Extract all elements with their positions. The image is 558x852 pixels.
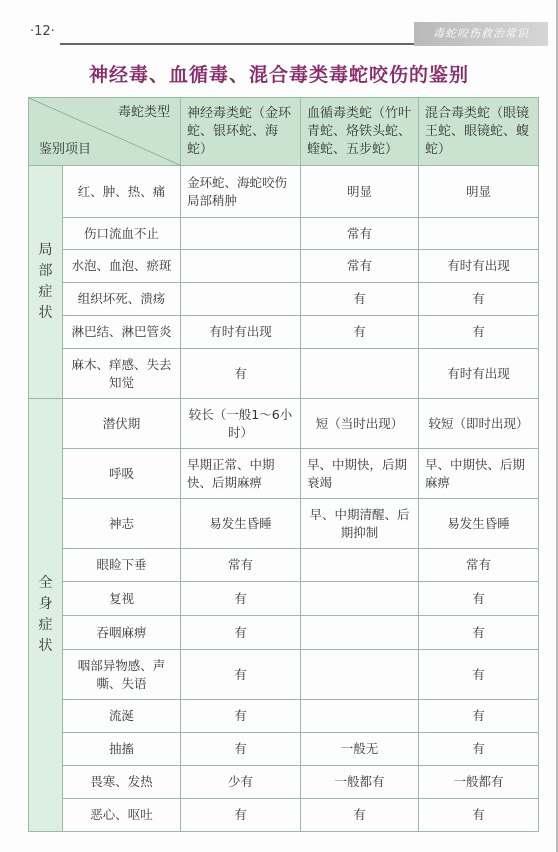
cell-blood: 早、中期清醒、后期抑制 [301, 499, 419, 549]
row-item: 吞咽麻痹 [63, 616, 181, 650]
cell-neuro: 有 [181, 616, 301, 650]
table-row [29, 733, 539, 766]
cell-blood [301, 616, 419, 650]
row-item: 潜伏期 [63, 399, 181, 449]
running-header: 毒蛇咬伤救治常识 [414, 22, 548, 46]
table-row [29, 166, 539, 218]
group-label-local: 局部症状 [29, 166, 63, 399]
cell-mixed: 一般都有 [419, 766, 539, 799]
column-header-blood: 血循毒类蛇（竹叶青蛇、烙铁头蛇、蝰蛇、五步蛇） [301, 98, 419, 166]
cell-neuro: 较长（一般1～6小时） [181, 399, 301, 449]
cell-blood: 有 [301, 283, 419, 316]
cell-mixed: 较短（即时出现） [419, 399, 539, 449]
table-row [29, 218, 539, 250]
cell-neuro: 少有 [181, 766, 301, 799]
cell-neuro: 有 [181, 700, 301, 733]
column-header-mixed: 混合毒类蛇（眼镜王蛇、眼镜蛇、蝮蛇） [419, 98, 539, 166]
table-row [29, 449, 539, 499]
table-row [29, 700, 539, 733]
row-item: 水泡、血泡、瘀斑 [63, 250, 181, 283]
cell-blood [301, 582, 419, 616]
row-item: 神志 [63, 499, 181, 549]
row-item: 咽部异物感、声嘶、失语 [63, 650, 181, 700]
cell-mixed: 有 [419, 616, 539, 650]
group-label-systemic: 全身症状 [29, 399, 63, 832]
corner-header-cell [29, 98, 181, 166]
table-row [29, 316, 539, 349]
cell-neuro: 有 [181, 733, 301, 766]
cell-neuro: 有时有出现 [181, 316, 301, 349]
row-item: 畏寒、发热 [63, 766, 181, 799]
cell-neuro [181, 218, 301, 250]
cell-mixed: 易发生昏睡 [419, 499, 539, 549]
row-item: 呼吸 [63, 449, 181, 499]
row-item: 眼睑下垂 [63, 549, 181, 582]
table-row [29, 549, 539, 582]
cell-mixed: 早、中期快、后期麻痹 [419, 449, 539, 499]
cell-mixed: 有 [419, 733, 539, 766]
table-row [29, 616, 539, 650]
corner-top-label: 毒蛇类型 [117, 105, 170, 120]
cell-mixed: 明显 [419, 166, 539, 218]
row-item: 麻木、痒感、失去知觉 [63, 349, 181, 399]
row-item: 淋巴结、淋巴管炎 [63, 316, 181, 349]
table-row [29, 582, 539, 616]
cell-blood [301, 549, 419, 582]
cell-neuro [181, 283, 301, 316]
cell-mixed: 有 [419, 650, 539, 700]
table-row [29, 349, 539, 399]
table-row [29, 399, 539, 449]
cell-neuro: 易发生昏睡 [181, 499, 301, 549]
cell-blood [301, 650, 419, 700]
cell-mixed: 有 [419, 316, 539, 349]
cell-blood: 早、中期快，后期衰竭 [301, 449, 419, 499]
cell-neuro: 早期正常、中期快、后期麻痹 [181, 449, 301, 499]
cell-mixed: 有时有出现 [419, 349, 539, 399]
cell-neuro: 常有 [181, 549, 301, 582]
column-header-neuro: 神经毒类蛇（金环蛇、银环蛇、海蛇） [181, 98, 301, 166]
cell-neuro: 金环蛇、海蛇咬伤局部稍肿 [181, 166, 301, 218]
row-item: 流涎 [63, 700, 181, 733]
table-row [29, 283, 539, 316]
table-row [29, 799, 539, 832]
cell-blood: 有 [301, 316, 419, 349]
header-row [29, 98, 539, 166]
cell-mixed: 常有 [419, 549, 539, 582]
cell-blood: 有 [301, 799, 419, 832]
cell-blood: 常有 [301, 250, 419, 283]
cell-blood: 常有 [301, 218, 419, 250]
row-item: 组织坏死、溃疡 [63, 283, 181, 316]
cell-mixed: 有时有出现 [419, 250, 539, 283]
row-item: 抽搐 [63, 733, 181, 766]
cell-neuro: 有 [181, 349, 301, 399]
row-item: 恶心、呕吐 [63, 799, 181, 832]
cell-blood [301, 349, 419, 399]
cell-blood [301, 700, 419, 733]
corner-bottom-label: 鉴别项目 [39, 142, 92, 157]
cell-blood: 短（当时出现） [301, 399, 419, 449]
header-rule [60, 43, 414, 45]
table-row [29, 499, 539, 549]
cell-mixed: 有 [419, 700, 539, 733]
table-row [29, 650, 539, 700]
comparison-table [28, 97, 539, 832]
cell-neuro: 有 [181, 582, 301, 616]
table-row [29, 766, 539, 799]
table-row [29, 250, 539, 283]
cell-mixed: 有 [419, 283, 539, 316]
cell-blood: 明显 [301, 166, 419, 218]
row-item: 伤口流血不止 [63, 218, 181, 250]
cell-neuro: 有 [181, 799, 301, 832]
page-number: ·12· [30, 24, 55, 39]
cell-mixed: 有 [419, 799, 539, 832]
cell-blood: 一般无 [301, 733, 419, 766]
cell-mixed: 有 [419, 582, 539, 616]
cell-neuro: 有 [181, 650, 301, 700]
cell-neuro [181, 250, 301, 283]
cell-mixed [419, 218, 539, 250]
table-title: 神经毒、血循毒、混合毒类毒蛇咬伤的鉴别 [88, 64, 469, 86]
row-item: 红、肿、热、痛 [63, 166, 181, 218]
cell-blood: 一般都有 [301, 766, 419, 799]
row-item: 复视 [63, 582, 181, 616]
